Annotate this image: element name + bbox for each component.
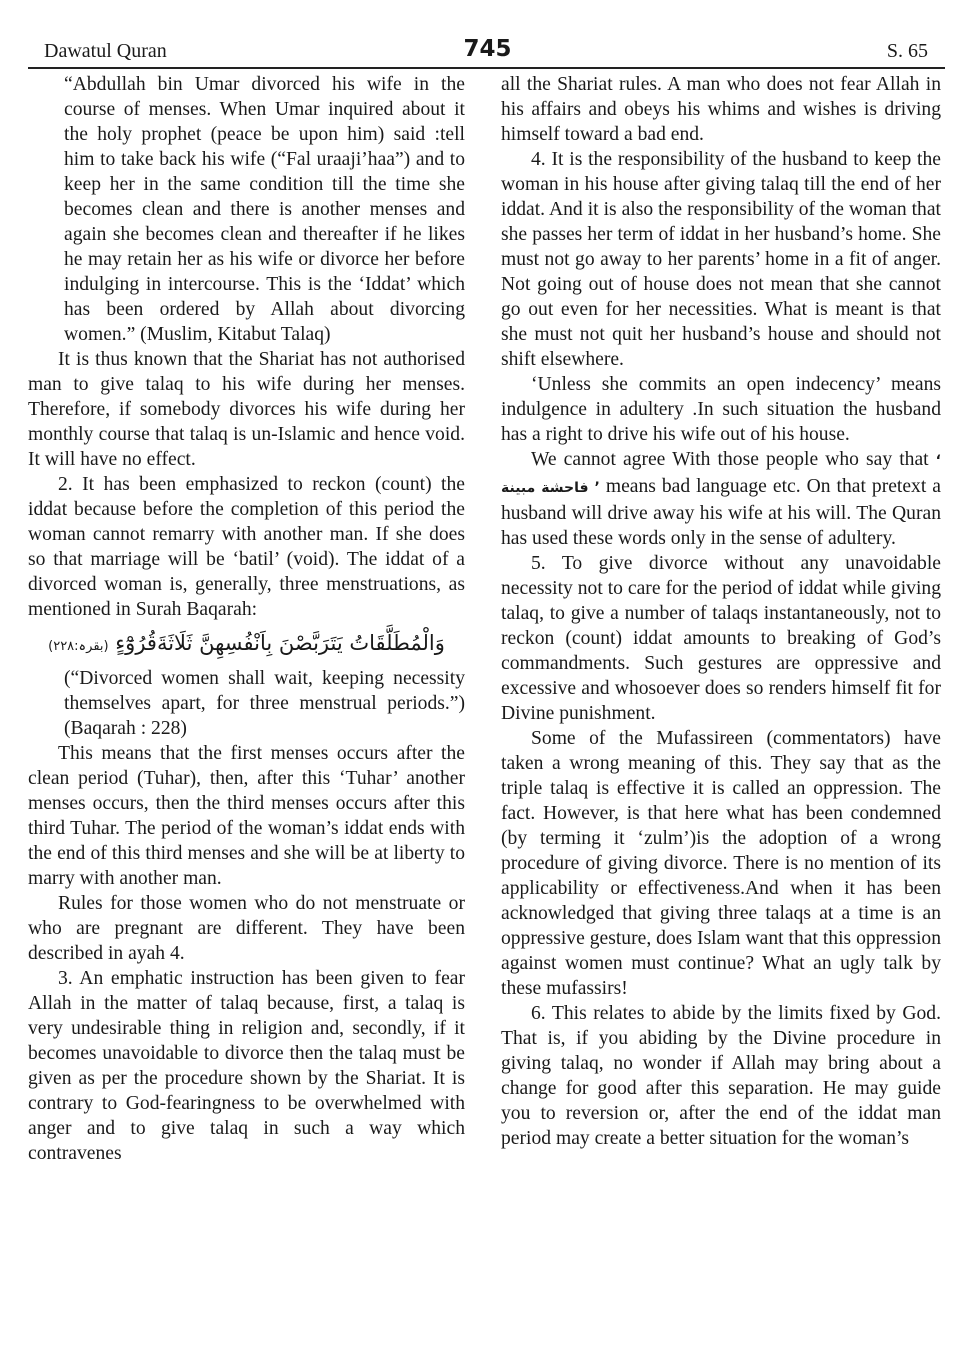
book-title: Dawatul Quran: [44, 40, 167, 62]
paragraph-point-2: 2. It has been emphasized to reckon (count) the iddat because before the completion of this period the woman cannot remarry with another man. If she does so that marriage will be ‘batil’ (void). The iddat of a divorced woman is, generally, three menstruations, as mentioned in Surah Baqarah:: [28, 474, 465, 620]
agree-text-before: We cannot agree With those people who say that: [531, 449, 929, 470]
surah-reference: S. 65: [886, 40, 928, 62]
verse-translation-quote: (“Divorced women shall wait, keeping necessity themselves apart, for three menstrual periods.”) (Baqarah : 228): [64, 668, 465, 739]
paragraph-continued: all the Shariat rules. A man who does not fear Allah in his affairs and obeys his whims and wishes is driving himself toward a bad end.: [501, 74, 941, 145]
agree-text-after: means bad language etc. On that pretext a husband will drive away his wife at his will. The Quran has used these words only in the sense of adultery.: [501, 476, 941, 549]
paragraph-some-mufassireen: Some of the Mufassireen (commentators) have taken a wrong meaning of this. They say that as the triple talaq is effective it is called an oppression. The fact. However, is that here what has been condemned (by terming it ‘zulm’)is the adoption of a wrong procedure of giving divorce. There is no mention of its applicability or effectiveness.And when it has been acknowledged that giving three talaqs at a time is an oppressive gesture, does Islam want that this oppression against women must continue? What an ugly talk by these mufassirs!: [501, 728, 941, 999]
paragraph-point-5: 5. To give divorce without any unavoidable necessity not to care for the period of iddat while giving talaq, to give a number of talaqs instantaneously, not to reckon (count) iddat amounts to breaking of God’s commandments. Such gestures are oppressive and excessive and whosoever does so renders himself fit for Divine punishment.: [501, 553, 941, 724]
paragraph-point-3: 3. An emphatic instruction has been given to fear Allah in the matter of talaq because, first, a talaq is very undesirable thing in religion and, secondly, if it becomes unavoidable to divorce then the talaq must be given as per the procedure shown by the Shariat. It is contrary to God-fearingness to be overwhelmed with anger and to give talaq in such a way which contravenes: [28, 968, 465, 1164]
left-column: [28, 72, 465, 1166]
paragraph-point-4: 4. It is the responsibility of the husband to keep the woman in his house after giving talaq till the end of her iddat. And it is also the responsibility of the woman that she passes her term of iddat in her husband’s home. She must not go away to her parents’ home in a fit of anger. Not going out of house does not mean that she cannot go out even for her necessities. What is meant is that she must not quit her husband’s house and should not shift elsewhere.: [501, 149, 941, 370]
paragraph-means: This means that the first menses occurs after the clean period (Tuhar), then, after this ‘Tuhar’ another menses occurs, then the third menses occurs after this third Tuhar. The period of the woman’s iddat ends with the end of this third menses and she will be at liberty to marry with another man.: [28, 743, 465, 889]
paragraph-agree: [501, 447, 941, 551]
paragraph-rules: Rules for those women who do not menstruate or who are pregnant are different. They have been described in ayah 4.: [28, 893, 465, 964]
arabic-term-inline: ‘ فاحشة مبينة ’: [501, 453, 941, 496]
paragraph-unless: ‘Unless she commits an open indecency’ means indulgence in adultery .In such situation the husband has a right to drive his wife out of his house.: [501, 374, 941, 445]
arabic-verse-text: وَالْمُطَلَّقَاتُ يَتَرَبَّصْنَ بِاَنْفُسِهِنَّ ثَلَاثَةَقُرُوْٓءٍ: [115, 631, 445, 655]
header-rule: [28, 67, 945, 69]
hadith-quote: “Abdullah bin Umar divorced his wife in the course of menses. When Umar inquired about it the holy prophet (peace be upon him) said :tell him to take back his wife (“Fal uraaji’haa”) and to keep her in the same condition till the time she becomes clean and there is another menses and again she becomes clean and thereafter if he likes he may retain her as his wife or divorce her before indulging in intercourse. This is the ‘Iddat’ which has been ordered by Allah about divorcing women.” (Muslim, Kitabut Talaq): [64, 74, 465, 345]
right-column: [501, 72, 941, 1151]
paragraph-point-6: 6. This relates to abide by the limits fixed by God. That is, if you abiding by the Divine procedure in giving talaq, no wonder if Allah may bring about a change for good after this separation. He may guide you to reversion or, after the end of the iddat man period may create a better situation for the woman’s: [501, 1003, 941, 1149]
page-number: 745: [463, 36, 512, 62]
paragraph-thus-known: It is thus known that the Shariat has not authorised man to give talaq to his wife during her menses. Therefore, if somebody divorces his wife during her monthly course that talaq is un-Islamic and hence void. It will have no effect.: [28, 349, 465, 470]
arabic-verse: [28, 626, 465, 664]
arabic-verse-reference: (بقرہ:۲۲۸): [48, 639, 109, 654]
